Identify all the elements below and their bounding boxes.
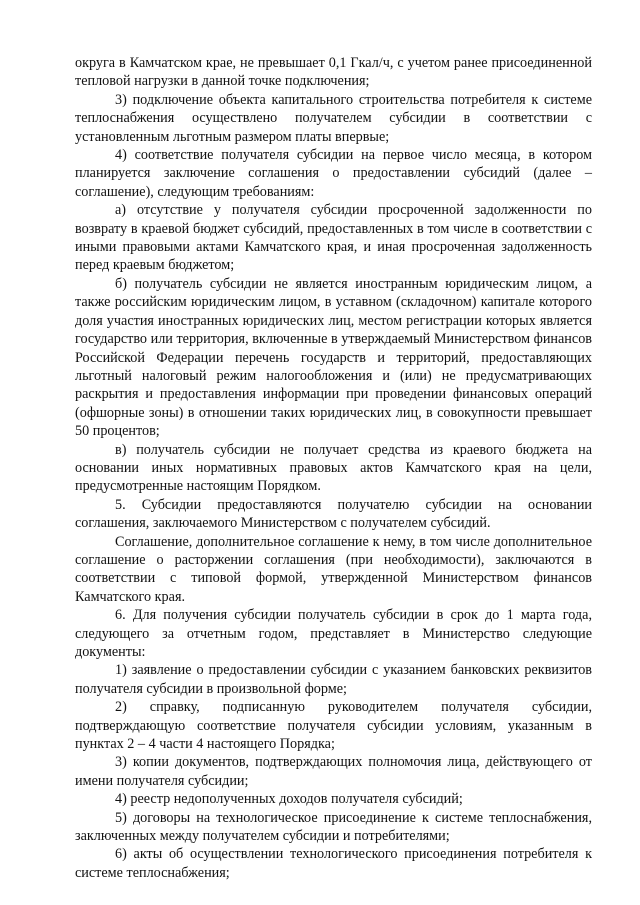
paragraph-doc-3: 3) копии документов, подтверждающих полномочия лица, действующего от имени получателя субсидии; <box>75 754 592 789</box>
paragraph-doc-1: 1) заявление о предоставлении субсидии с указанием банковских реквизитов получателя субсидии в произвольной форме; <box>75 662 592 697</box>
paragraph-doc-2: 2) справку, подписанную руководителем получателя субсидии, подтверждающую соответствие получателя субсидии условиям, указанным в пунктах 2 – 4 части 4 настоящего Порядка; <box>75 699 592 753</box>
paragraph-subitem-b: б) получатель субсидии не является иностранным юридическим лицом, а также российским юридическим лицом, в уставном (складочном) капитале которого доля участия иностранных юридических лиц, местом регистрации которых является государство или территория, включенные в утверждаемый Министерством финансов Российской Федерации перечень государств и территорий, предоставляющих льготный налоговый режим налогообложения и (или) не предусматривающих раскрытия и предоставления информации при проведении финансовых операций (офшорные зоны) в отношении таких юридических лиц, в совокупности превышает 50 процентов; <box>75 275 592 440</box>
paragraph-doc-6: 6) акты об осуществлении технологического присоединения потребителя к системе теплоснабжения; <box>75 846 592 881</box>
paragraph-continuation: округа в Камчатском крае, не превышает 0,1 Гкал/ч, с учетом ранее присоединенной тепловой нагрузки в данной точке подключения; <box>75 55 592 90</box>
paragraph-doc-4: 4) реестр недополученных доходов получателя субсидий; <box>115 791 463 808</box>
paragraph-item-4: 4) соответствие получателя субсидии на первое число месяца, в котором планируется заключение соглашения о предоставлении субсидий (далее – соглашение), следующим требованиям: <box>75 147 592 200</box>
paragraph-section-6: 6. Для получения субсидии получатель субсидии в срок до 1 марта года, следующего за отчетным годом, представляет в Министерство следующие документы: <box>75 607 592 660</box>
paragraph-subitem-a: а) отсутствие у получателя субсидии просроченной задолженности по возврату в краевой бюджет субсидий, предоставленных в том числе в соответствии с иными правовыми актами Камчатского края, и иная просроченная задолженность перед краевым бюджетом; <box>75 202 592 274</box>
paragraph-subitem-v: в) получатель субсидии не получает средства из краевого бюджета на основании иных нормативных правовых актов Камчатского края на цели, предусмотренные настоящим Порядком. <box>75 441 592 495</box>
paragraph-item-3: 3) подключение объекта капитального строительства потребителя к системе теплоснабжения осуществлено получателем субсидии в соответствии с установленным льготным размером платы впервые; <box>75 91 592 145</box>
paragraph-section-5: 5. Субсидии предоставляются получателю субсидии на основании соглашения, заключаемого Министерством с получателем субсидий. <box>75 496 592 532</box>
paragraph-doc-5: 5) договоры на технологическое присоединение к системе теплоснабжения, заключенных между получателем субсидии и потребителями; <box>75 809 592 845</box>
paragraph-agreement: Соглашение, дополнительное соглашение к нему, в том числе дополнительное соглашение о расторжении соглашения (при необходимости), заключаются в соответствии с типовой формой, утвержденной Министерством финансов Камчатского края. <box>75 533 592 605</box>
